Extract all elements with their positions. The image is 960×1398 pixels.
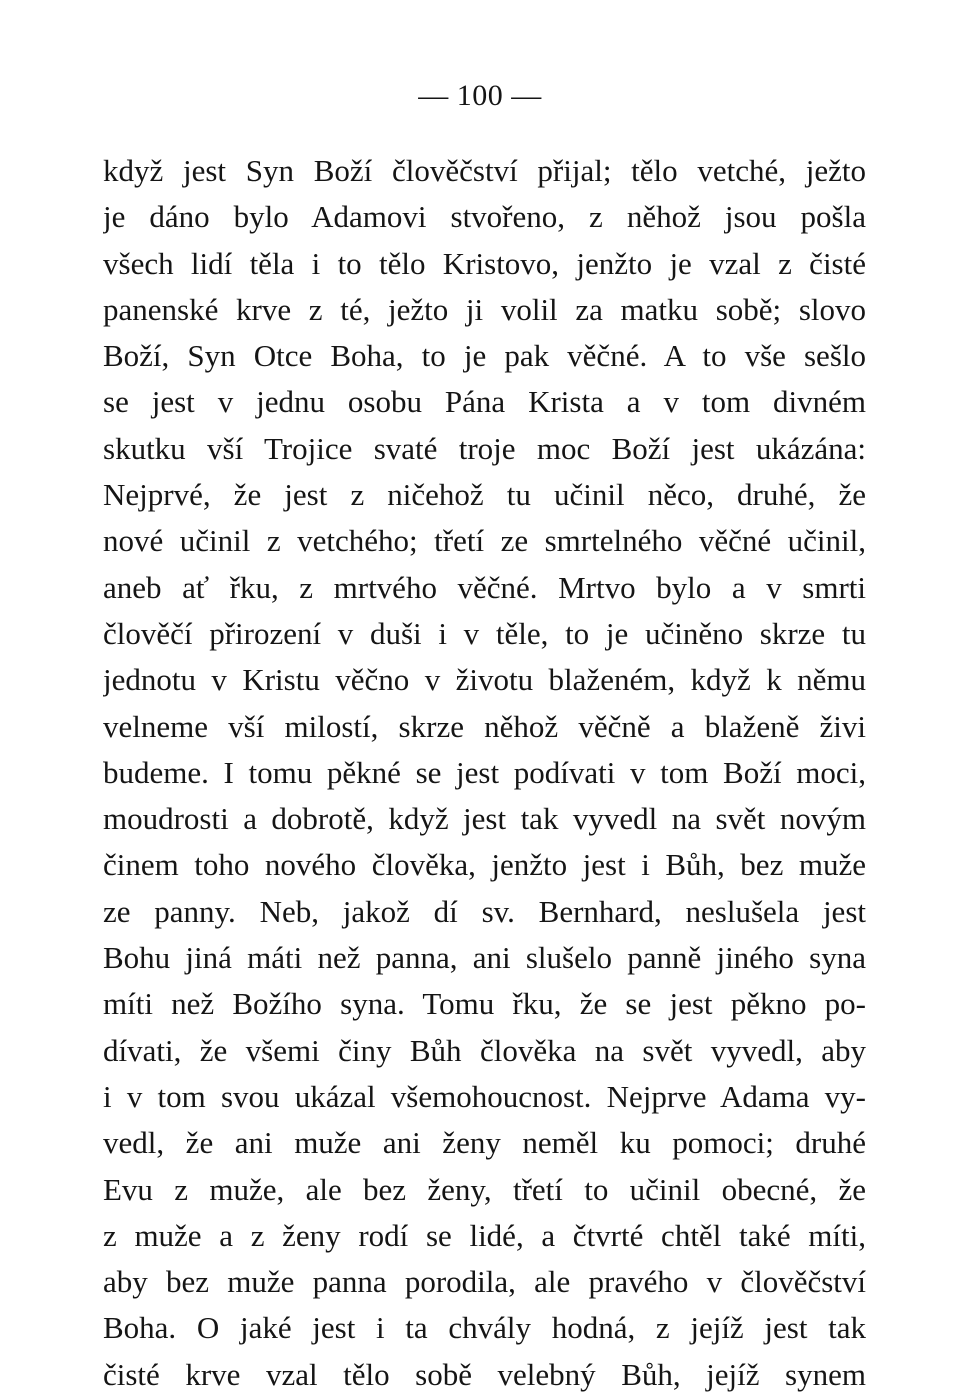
text-line: když jest Syn Boží člověčství přijal; tělo vetché, ježto bbox=[103, 153, 866, 188]
text-line: Nejprvé, že jest z ničehož tu učinil něco, druhé, že bbox=[103, 477, 866, 513]
text-line: Bohu jiná máti než panna, ani slušelo panně jiného syna bbox=[103, 940, 866, 976]
text-line: Boží, Syn Otce Boha, to je pak věčné. A to vše sešlo bbox=[103, 338, 866, 374]
text-line: skutku vší Trojice svaté troje moc Boží jest ukázána: bbox=[103, 430, 866, 466]
text-line: člověčí přirození v duši i v těle, to je učiněno skrze tu bbox=[103, 615, 866, 651]
text-line: ze panny. Neb, jakož dí sv. Bernhard, neslušela jest bbox=[103, 893, 866, 929]
text-line: Boha. O jaké jest i ta chvály hodná, z jejíž jest tak bbox=[103, 1310, 866, 1346]
text-line: panenské krve z té, ježto ji volil za matku sobě; slovo bbox=[103, 291, 866, 327]
text-line: Evu z muže, ale bez ženy, třetí to učinil obecné, že bbox=[103, 1171, 866, 1207]
text-line: míti než Božího syna. Tomu řku, že se jest pěkno po- bbox=[103, 986, 866, 1022]
text-line: jednotu v Kristu věčno v životu blaženém, když k němu bbox=[103, 662, 866, 698]
text-line: se jest v jednu osobu Pána Krista a v tom divném bbox=[103, 384, 866, 420]
text-line: z muže a z ženy rodí se lidé, a čtvrté chtěl také míti, bbox=[103, 1217, 866, 1253]
text-line: čisté krve vzal tělo sobě velebný Bůh, jejíž synem bbox=[103, 1356, 866, 1392]
text-line: je dáno bylo Adamovi stvořeno, z něhož jsou pošla bbox=[103, 199, 866, 235]
text-line: budeme. I tomu pěkné se jest podívati v tom Boží moci, bbox=[103, 754, 866, 790]
page-number-header: — 100 — bbox=[418, 79, 542, 112]
body-text bbox=[103, 148, 866, 1398]
text-line: vedl, že ani muže ani ženy neměl ku pomoci; druhé bbox=[103, 1125, 866, 1161]
text-line: i v tom svou ukázal všemohoucnost. Nejprve Adama vy- bbox=[103, 1078, 866, 1114]
text-line: nové učinil z vetchého; třetí ze smrtelného věčné učinil, bbox=[103, 523, 866, 559]
text-line: velneme vší milostí, skrze něhož věčně a blaženě živi bbox=[103, 708, 866, 744]
text-line: aneb ať řku, z mrtvého věčné. Mrtvo bylo a v smrti bbox=[103, 569, 866, 605]
text-line: všech lidí těla i to tělo Kristovo, jenžto je vzal z čisté bbox=[103, 245, 866, 281]
text-line: aby bez muže panna porodila, ale pravého v člověčství bbox=[103, 1264, 866, 1300]
text-line: činem toho nového člověka, jenžto jest i Bůh, bez muže bbox=[103, 847, 866, 883]
text-line: dívati, že všemi činy Bůh člověka na svět vyvedl, aby bbox=[103, 1032, 866, 1068]
text-line: moudrosti a dobrotě, když jest tak vyvedl na svět novým bbox=[103, 801, 866, 837]
